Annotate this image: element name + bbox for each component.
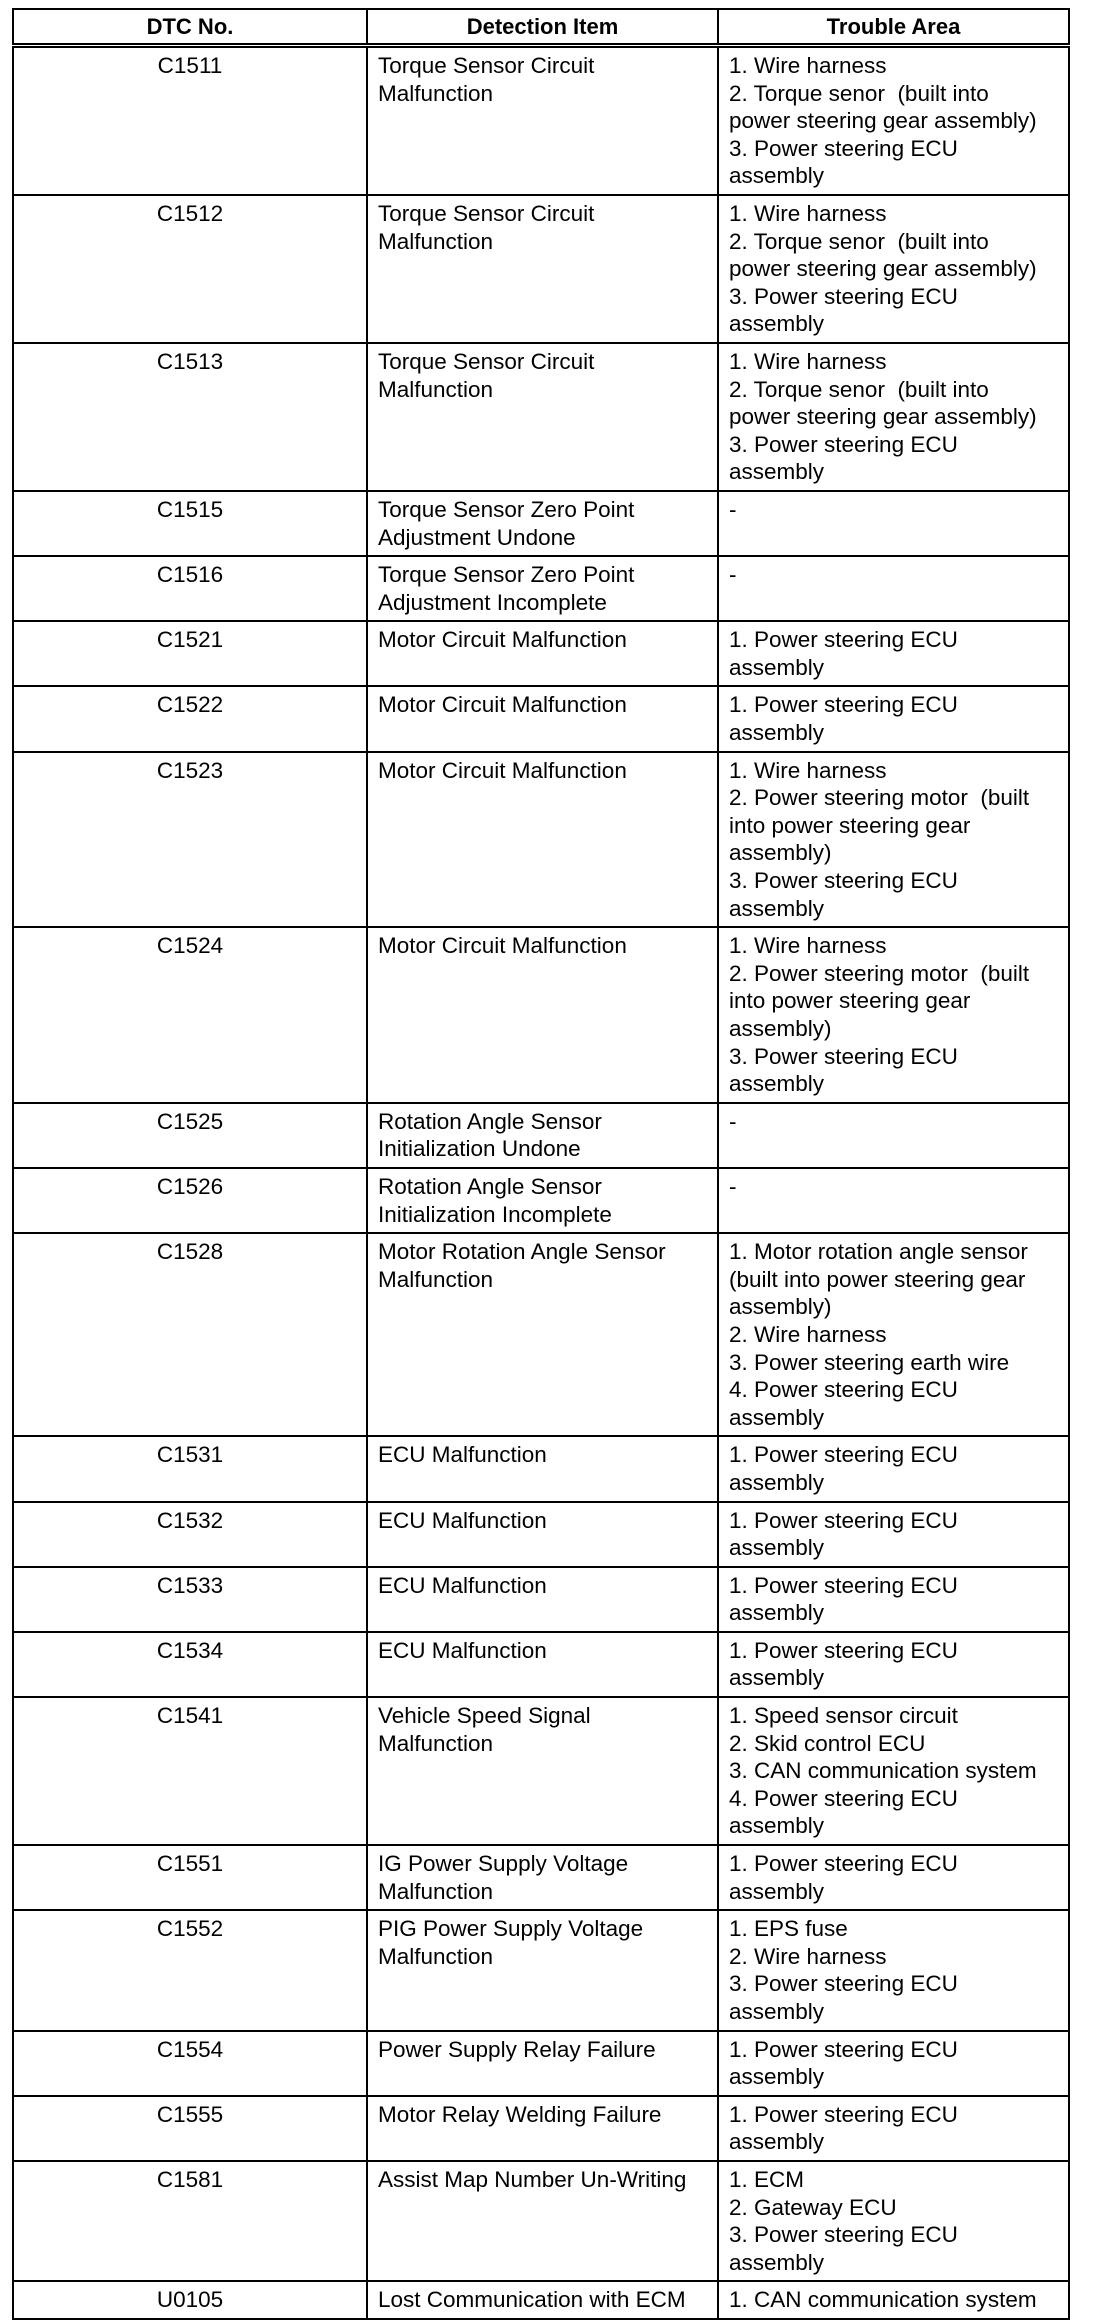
trouble-area-line: 1. Power steering ECU assembly	[729, 1637, 965, 1691]
dtc-code-cell: C1532	[13, 1502, 367, 1567]
dtc-code-cell: C1555	[13, 2096, 367, 2161]
trouble-area-cell	[718, 491, 1069, 556]
detection-item-cell: Torque Sensor Circuit Malfunction	[367, 195, 718, 343]
trouble-area-cell	[718, 1103, 1069, 1168]
trouble-area-cell	[718, 2161, 1069, 2281]
trouble-area-line: 3. Power steering ECU assembly	[729, 135, 965, 189]
trouble-area-line: 1. Wire harness	[729, 757, 887, 783]
trouble-area-line: 3. Power steering ECU assembly	[729, 1043, 965, 1097]
table-row	[13, 752, 1069, 928]
trouble-area-cell	[718, 1697, 1069, 1845]
table-row	[13, 1168, 1069, 1233]
detection-item-cell: ECU Malfunction	[367, 1436, 718, 1501]
trouble-area-line: 1. EPS fuse	[729, 1916, 848, 1942]
dtc-code-cell: C1552	[13, 1910, 367, 2030]
trouble-area-cell	[718, 621, 1069, 686]
detection-item-cell: Torque Sensor Zero Point Adjustment Incomplete	[367, 556, 718, 621]
trouble-area-line: 4. Power steering ECU assembly	[729, 1785, 965, 1839]
dtc-code-cell: C1581	[13, 2161, 367, 2281]
trouble-area-line: 1. Power steering ECU assembly	[729, 1572, 965, 1626]
trouble-area-line: 2. Power steering motor (built into power steering gear assembly)	[729, 960, 1036, 1041]
trouble-area-line: 1. Motor rotation angle sensor (built into power steering gear assembly)	[729, 1239, 1035, 1320]
trouble-area-cell	[718, 195, 1069, 343]
header-trouble-area: Trouble Area	[718, 9, 1069, 46]
detection-item-cell: Rotation Angle Sensor Initialization Incomplete	[367, 1168, 718, 1233]
detection-item-cell: Torque Sensor Circuit Malfunction	[367, 46, 718, 195]
table-row	[13, 686, 1069, 751]
dtc-code-cell: C1525	[13, 1103, 367, 1168]
dtc-code-cell: C1513	[13, 343, 367, 491]
table-row	[13, 2096, 1069, 2161]
trouble-area-line: 3. Power steering earth wire	[729, 1349, 1010, 1375]
detection-item-cell: Motor Circuit Malfunction	[367, 927, 718, 1103]
trouble-area-cell	[718, 46, 1069, 195]
trouble-area-line: 1. Wire harness	[729, 200, 887, 226]
detection-item-cell: Vehicle Speed Signal Malfunction	[367, 1697, 718, 1845]
header-row	[13, 9, 1069, 46]
dtc-code-cell: C1533	[13, 1567, 367, 1632]
detection-item-cell: Motor Rotation Angle Sensor Malfunction	[367, 1233, 718, 1436]
trouble-area-line: 3. Power steering ECU assembly	[729, 283, 965, 337]
detection-item-cell: Power Supply Relay Failure	[367, 2031, 718, 2096]
trouble-area-cell	[718, 2281, 1069, 2319]
trouble-area-line: 3. CAN communication system	[729, 1758, 1037, 1784]
detection-item-cell: Torque Sensor Circuit Malfunction	[367, 343, 718, 491]
trouble-area-cell	[718, 1845, 1069, 1910]
detection-item-cell: Motor Circuit Malfunction	[367, 686, 718, 751]
table-row	[13, 1845, 1069, 1910]
trouble-area-line: 2. Torque senor (built into power steering gear assembly)	[729, 376, 1037, 430]
table-row	[13, 46, 1069, 195]
trouble-area-line: 2. Torque senor (built into power steering gear assembly)	[729, 80, 1037, 134]
table-row	[13, 1910, 1069, 2030]
trouble-area-line: 1. Power steering ECU assembly	[729, 1442, 965, 1495]
dtc-code-cell: C1522	[13, 686, 367, 751]
trouble-area-line: 2. Skid control ECU	[729, 1730, 926, 1756]
dtc-code-cell: C1523	[13, 752, 367, 928]
trouble-area-cell	[718, 686, 1069, 751]
dtc-code-cell: C1528	[13, 1233, 367, 1436]
trouble-area-cell	[718, 752, 1069, 928]
trouble-area-line: 1. Wire harness	[729, 348, 887, 374]
table-row	[13, 1502, 1069, 1567]
dtc-code-cell: C1554	[13, 2031, 367, 2096]
dtc-code-cell: C1534	[13, 1632, 367, 1697]
table-row	[13, 1697, 1069, 1845]
dtc-code-cell: U0105	[13, 2281, 367, 2319]
trouble-area-cell	[718, 1567, 1069, 1632]
detection-item-cell: Motor Circuit Malfunction	[367, 621, 718, 686]
detection-item-cell: ECU Malfunction	[367, 1502, 718, 1567]
trouble-area-line: 1. Power steering ECU assembly	[729, 2036, 965, 2090]
table-row	[13, 2161, 1069, 2281]
table-row	[13, 343, 1069, 491]
trouble-area-line: 3. Power steering ECU assembly	[729, 431, 965, 485]
dtc-code-cell: C1515	[13, 491, 367, 556]
trouble-area-cell	[718, 556, 1069, 621]
table-body	[13, 46, 1069, 2319]
trouble-area-line: 3. Power steering ECU assembly	[729, 2222, 965, 2275]
trouble-area-cell	[718, 1910, 1069, 2030]
trouble-area-line: -	[729, 1173, 737, 1199]
trouble-area-cell	[718, 1436, 1069, 1501]
dtc-code-cell: C1516	[13, 556, 367, 621]
trouble-area-line: -	[729, 496, 737, 522]
trouble-area-cell	[718, 1502, 1069, 1567]
trouble-area-line: 1. Wire harness	[729, 53, 887, 78]
trouble-area-line: -	[729, 1108, 737, 1134]
trouble-area-cell	[718, 2096, 1069, 2161]
dtc-code-cell: C1512	[13, 195, 367, 343]
trouble-area-line: 1. Power steering ECU assembly	[729, 1507, 965, 1561]
trouble-area-line: 1. Power steering ECU assembly	[729, 627, 965, 680]
table-row	[13, 195, 1069, 343]
trouble-area-line: 3. Power steering ECU assembly	[729, 868, 965, 921]
trouble-area-cell	[718, 1233, 1069, 1436]
table-row	[13, 2281, 1069, 2319]
trouble-area-line: 2. Power steering motor (built into power steering gear assembly)	[729, 785, 1036, 866]
trouble-area-line: 1. Speed sensor circuit	[729, 1703, 958, 1729]
dtc-table	[12, 8, 1070, 2320]
table-row	[13, 1632, 1069, 1697]
table-row	[13, 1567, 1069, 1632]
trouble-area-line: 2. Wire harness	[729, 1943, 887, 1969]
detection-item-cell: Torque Sensor Zero Point Adjustment Undone	[367, 491, 718, 556]
header-detection-item: Detection Item	[367, 9, 718, 46]
trouble-area-cell	[718, 1168, 1069, 1233]
trouble-area-line: 1. Wire harness	[729, 933, 887, 959]
table-row	[13, 1233, 1069, 1436]
table-row	[13, 556, 1069, 621]
detection-item-cell: Rotation Angle Sensor Initialization Undone	[367, 1103, 718, 1168]
dtc-code-cell: C1526	[13, 1168, 367, 1233]
table-row	[13, 1103, 1069, 1168]
trouble-area-line: 3. Power steering ECU assembly	[729, 1971, 965, 2024]
trouble-area-line: 1. Power steering ECU assembly	[729, 1851, 965, 1904]
trouble-area-cell	[718, 343, 1069, 491]
trouble-area-line: 2. Wire harness	[729, 1321, 887, 1347]
detection-item-cell: IG Power Supply Voltage Malfunction	[367, 1845, 718, 1910]
trouble-area-cell	[718, 2031, 1069, 2096]
dtc-code-cell: C1551	[13, 1845, 367, 1910]
trouble-area-line: 1. Power steering ECU assembly	[729, 692, 965, 746]
table-header	[13, 9, 1069, 46]
table-row	[13, 2031, 1069, 2096]
table-row	[13, 621, 1069, 686]
detection-item-cell: Assist Map Number Un-Writing	[367, 2161, 718, 2281]
dtc-code-cell: C1531	[13, 1436, 367, 1501]
trouble-area-line: 2. Torque senor (built into power steering gear assembly)	[729, 228, 1037, 282]
trouble-area-line: 1. Power steering ECU assembly	[729, 2101, 965, 2155]
detection-item-cell: ECU Malfunction	[367, 1567, 718, 1632]
trouble-area-line: 2. Gateway ECU	[729, 2194, 897, 2220]
trouble-area-line: -	[729, 562, 737, 588]
trouble-area-line: 4. Power steering ECU assembly	[729, 1377, 965, 1430]
detection-item-cell: ECU Malfunction	[367, 1632, 718, 1697]
detection-item-cell: PIG Power Supply Voltage Malfunction	[367, 1910, 718, 2030]
dtc-code-cell: C1521	[13, 621, 367, 686]
trouble-area-line: 1. ECM	[729, 2166, 805, 2192]
detection-item-cell: Lost Communication with ECM	[367, 2281, 718, 2319]
dtc-code-cell: C1524	[13, 927, 367, 1103]
detection-item-cell: Motor Relay Welding Failure	[367, 2096, 718, 2161]
trouble-area-cell	[718, 927, 1069, 1103]
table-row	[13, 927, 1069, 1103]
trouble-area-line: 1. CAN communication system	[729, 2287, 1037, 2313]
dtc-code-cell: C1511	[13, 46, 367, 195]
table-row	[13, 491, 1069, 556]
trouble-area-cell	[718, 1632, 1069, 1697]
header-dtc-no: DTC No.	[13, 9, 367, 46]
detection-item-cell: Motor Circuit Malfunction	[367, 752, 718, 928]
table-row	[13, 1436, 1069, 1501]
dtc-code-cell: C1541	[13, 1697, 367, 1845]
